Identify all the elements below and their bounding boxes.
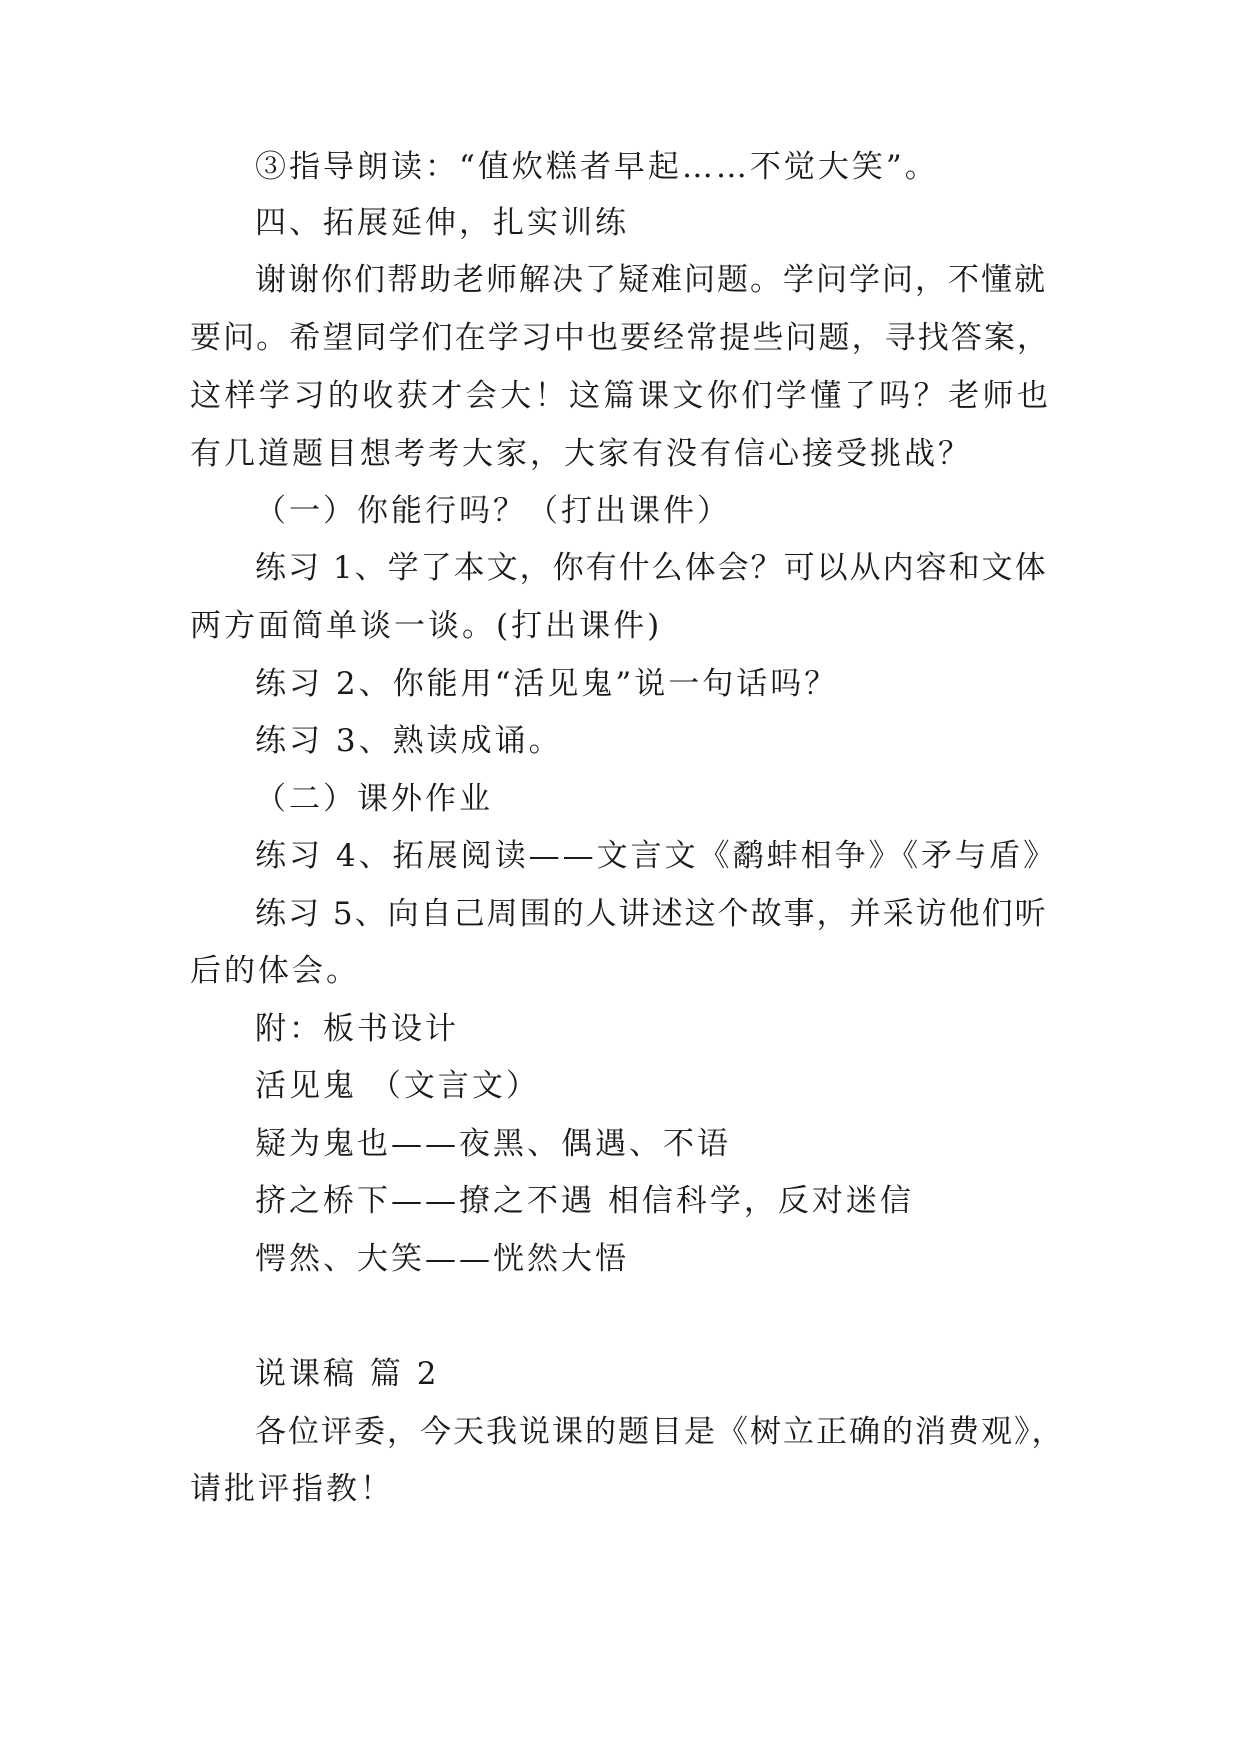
exercise-line: 后的体会。 [190,953,360,989]
subsection-heading: （一）你能行吗？（打出课件） [255,493,731,529]
board-design-heading: 附：板书设计 [255,1011,459,1047]
exercise-line: 两方面简单谈一谈。(打出课件) [190,608,663,644]
subsection-heading: （二）课外作业 [255,781,493,817]
paragraph-line: ③指导朗读：“值炊糕者早起……不觉大笑”。 [255,149,939,185]
exercise-line: 练习 5、向自己周围的人讲述这个故事，并采访他们听 [255,896,1048,932]
board-design-line: 愕然、大笑——恍然大悟 [255,1241,629,1277]
paragraph-line: 这样学习的收获才会大！这篇课文你们学懂了吗？老师也 [190,378,1050,414]
exercise-line: 练习 4、拓展阅读——文言文《鹬蚌相争》《矛与盾》 [255,838,1058,874]
exercise-line: 练习 3、熟读成诵。 [255,723,563,759]
section-heading: 四、拓展延伸，扎实训练 [255,205,629,241]
exercise-line: 练习 2、你能用“活见鬼”说一句话吗？ [255,666,839,702]
board-design-line: 疑为鬼也——夜黑、偶遇、不语 [255,1126,731,1162]
paragraph-line: 要问。希望同学们在学习中也要经常提些问题，寻找答案， [190,320,1050,356]
article-title: 说课稿 篇 2 [255,1356,440,1392]
paragraph-line: 谢谢你们帮助老师解决了疑难问题。学问学问，不懂就 [255,262,1047,298]
paragraph-line: 各位评委，今天我说课的题目是《树立正确的消费观》， [255,1414,1065,1450]
board-design-line: 活见鬼 （文言文） [255,1068,540,1104]
board-design-line: 挤之桥下——撩之不遇 相信科学，反对迷信 [255,1183,914,1219]
paragraph-line: 有几道题目想考考大家，大家有没有信心接受挑战？ [190,436,972,472]
exercise-line: 练习 1、学了本文，你有什么体会？可以从内容和文体 [255,550,1048,586]
paragraph-line: 请批评指教！ [190,1471,394,1507]
